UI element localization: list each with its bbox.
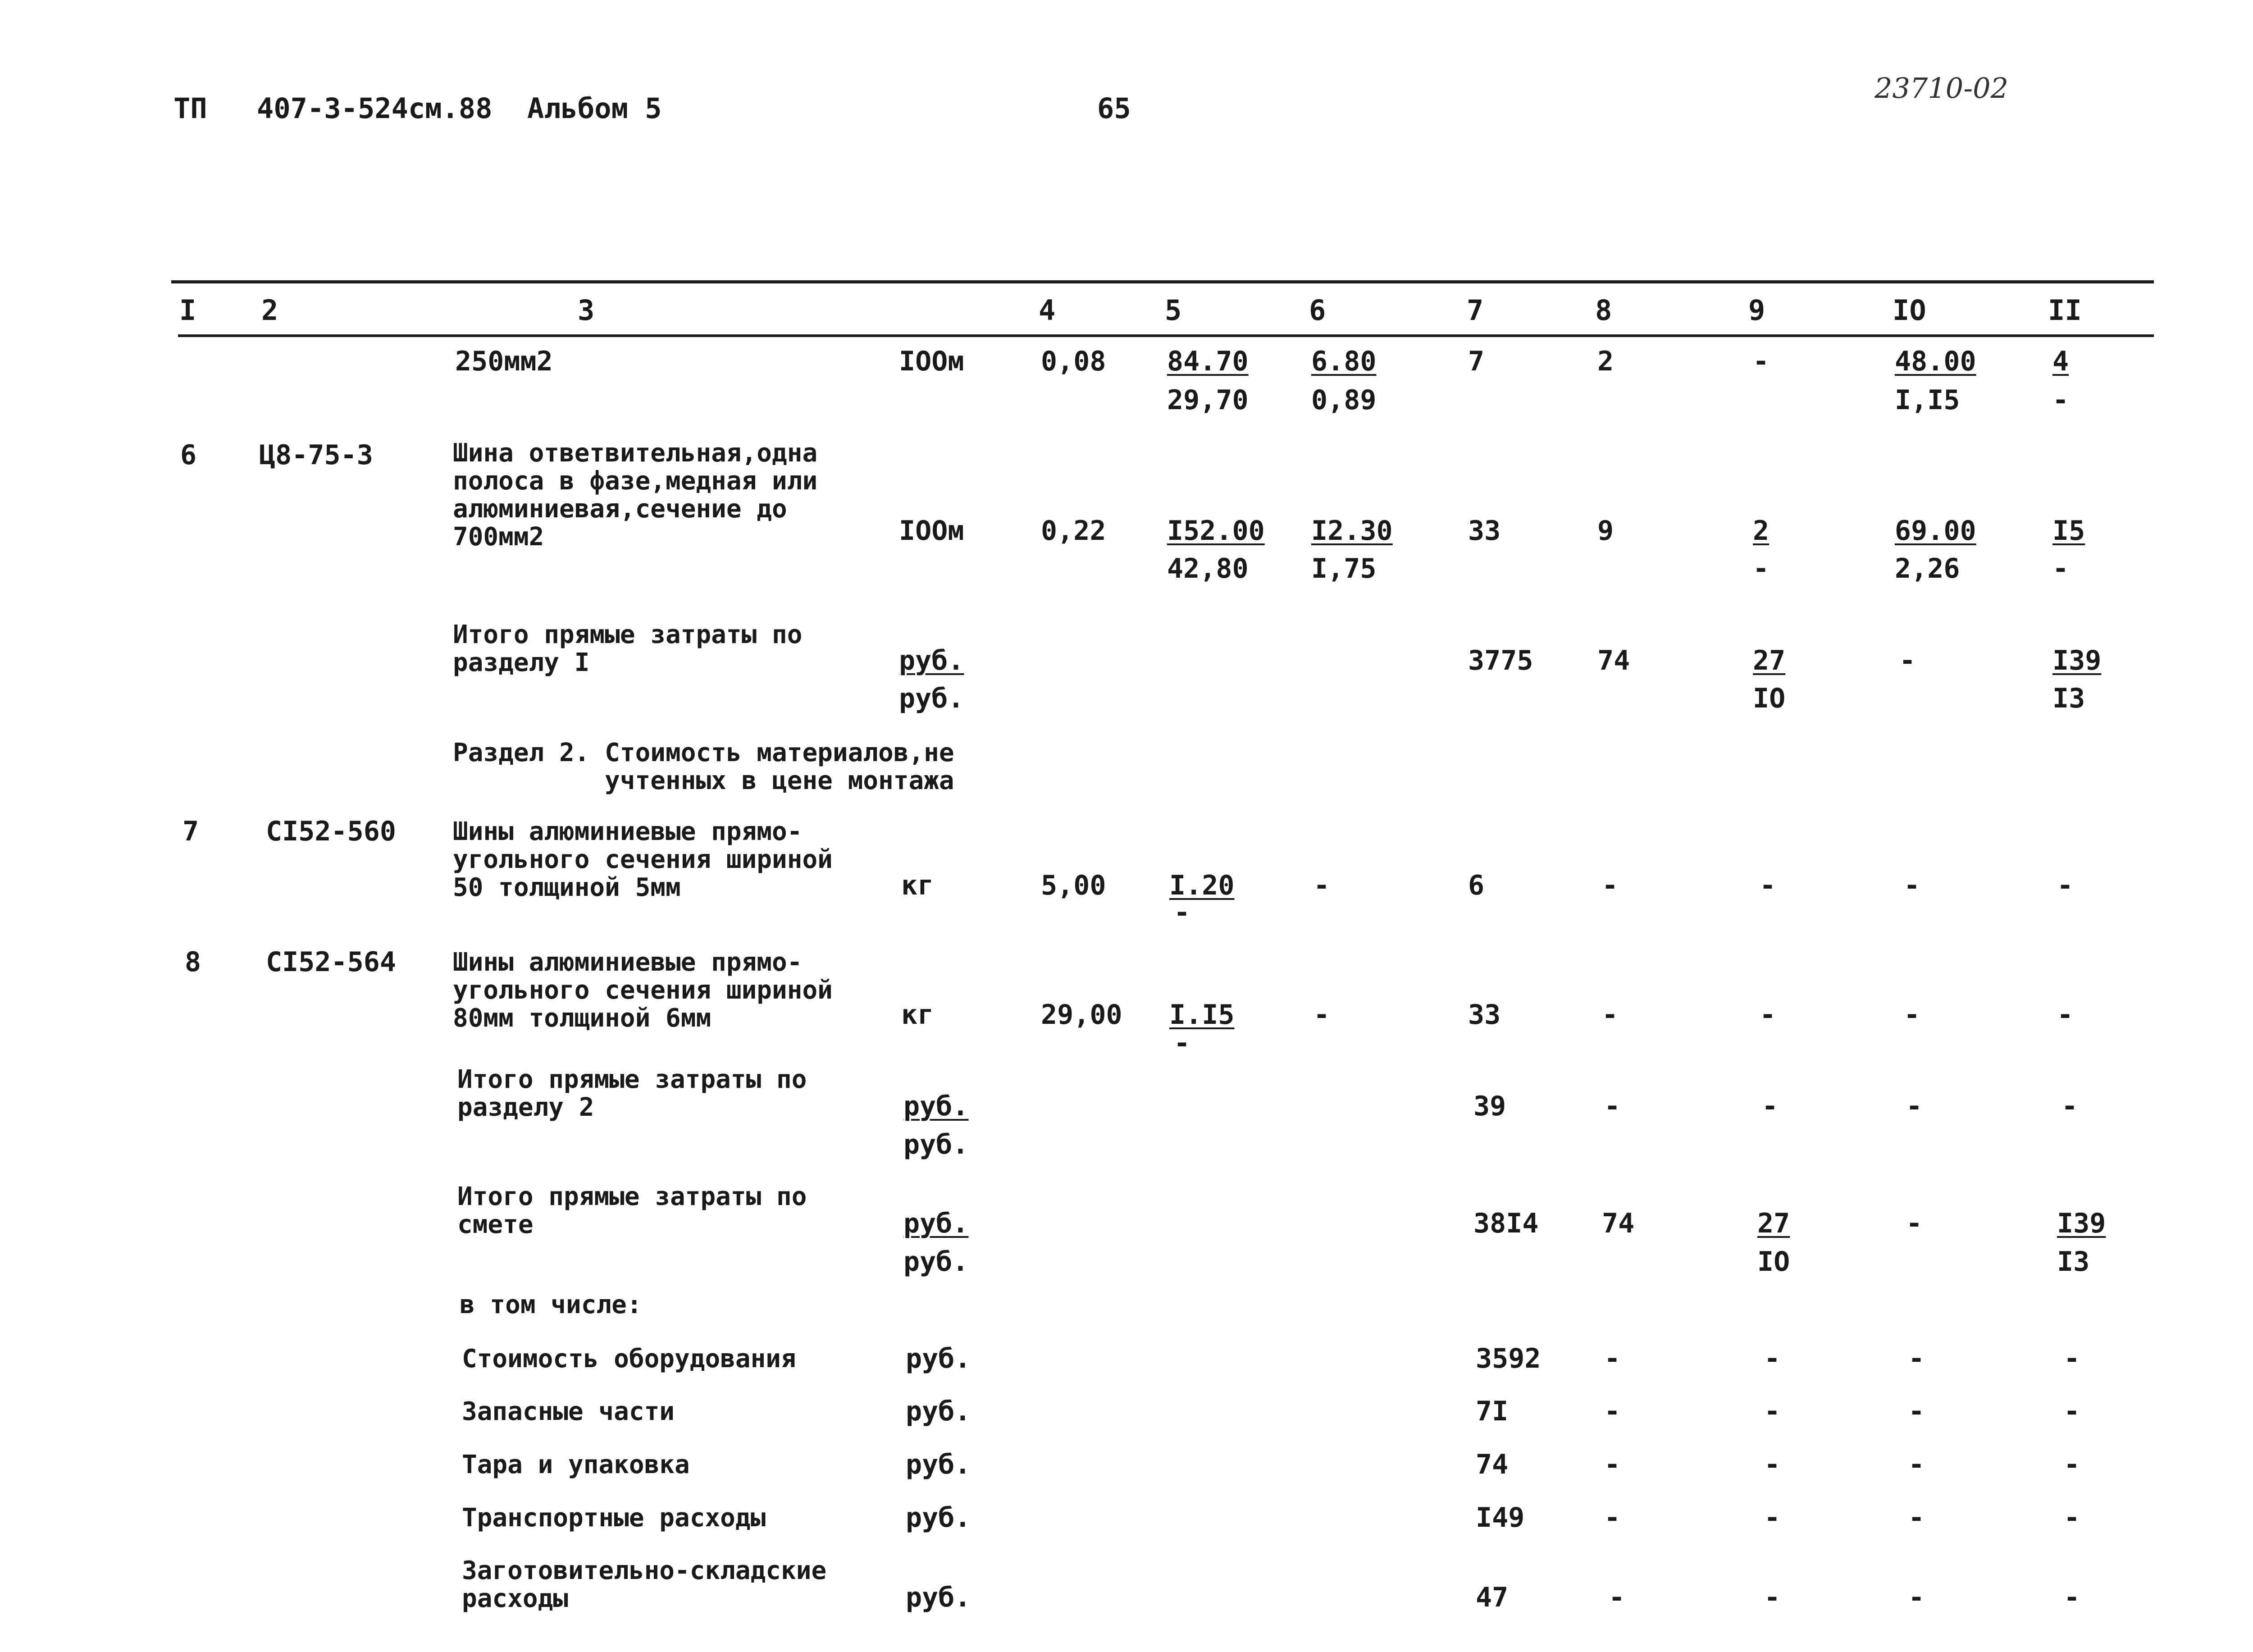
- row-number: 8: [185, 946, 201, 978]
- row-unit-bottom: руб.: [899, 683, 964, 714]
- row-col5-top: I52.00: [1167, 515, 1265, 547]
- column-header-8: 8: [1595, 294, 1612, 327]
- row-col11-bottom: -: [2052, 553, 2069, 584]
- row-col11: -: [2064, 1582, 2080, 1613]
- row-unit: IOOм: [899, 515, 964, 547]
- row-description: Шина ответвительная,одна полоса в фазе,медная или алюминиевая,сечение до 700мм2: [453, 438, 818, 552]
- row-col10: -: [1904, 870, 1920, 901]
- row-col8: -: [1602, 870, 1619, 901]
- row-col9-bottom: IO: [1753, 683, 1786, 714]
- row-col11-top: 4: [2052, 346, 2069, 377]
- row-unit: кг: [901, 870, 934, 901]
- row-col8: -: [1602, 999, 1619, 1031]
- row-col11: -: [2061, 1091, 2078, 1122]
- row-quantity: 29,00: [1041, 999, 1122, 1031]
- row-unit: IOOм: [899, 346, 964, 377]
- row-col5-top: I.20: [1169, 870, 1235, 901]
- row-col6-top: 6.80: [1311, 346, 1377, 377]
- column-header-11: II: [2048, 294, 2082, 327]
- row-col10: -: [1899, 645, 1916, 676]
- row-col7: 6: [1468, 870, 1485, 901]
- column-header-2: 2: [261, 294, 278, 327]
- row-col10: -: [1906, 1208, 1923, 1239]
- row-description: Транспортные расходы: [462, 1503, 766, 1533]
- row-col9: -: [1760, 870, 1776, 901]
- header-series: ТП: [173, 92, 207, 125]
- row-col7: 33: [1468, 999, 1501, 1031]
- row-col9: -: [1762, 1091, 1779, 1122]
- row-col10: -: [1908, 1582, 1925, 1613]
- row-unit: руб.: [906, 1396, 971, 1427]
- header-album: Альбом 5: [527, 92, 662, 125]
- row-unit: руб.: [906, 1582, 971, 1613]
- row-col6-bottom: I,75: [1311, 553, 1377, 584]
- row-description: Итого прямые затраты по разделу I: [453, 620, 803, 677]
- row-unit-bottom: руб.: [903, 1129, 969, 1160]
- row-col6-top: I2.30: [1311, 515, 1393, 547]
- row-col6: -: [1313, 999, 1330, 1031]
- row-col9: -: [1764, 1343, 1781, 1374]
- row-col9: -: [1764, 1396, 1781, 1427]
- row-code: Ц8-75-3: [259, 439, 373, 471]
- row-unit-top: руб.: [903, 1091, 969, 1122]
- page-number: 65: [1097, 92, 1131, 125]
- row-col8: 9: [1597, 515, 1614, 547]
- row-col9: -: [1753, 346, 1770, 377]
- row-col8: -: [1604, 1091, 1621, 1122]
- row-col6: -: [1313, 870, 1330, 901]
- row-col7: 7: [1468, 346, 1485, 377]
- row-col8: 74: [1602, 1208, 1635, 1239]
- row-col7: 33: [1468, 515, 1501, 547]
- row-col5-bottom: -: [1174, 897, 1190, 928]
- row-quantity: 5,00: [1041, 870, 1106, 901]
- row-unit: руб.: [906, 1343, 971, 1374]
- row-description: Итого прямые затраты по смете: [457, 1182, 807, 1239]
- row-code: СI52-560: [266, 816, 396, 847]
- row-col11-bottom: I3: [2052, 683, 2085, 714]
- inventory-number: 23710-02: [1874, 72, 2009, 105]
- row-col9-bottom: -: [1753, 553, 1770, 584]
- row-col11-top: I39: [2057, 1208, 2106, 1239]
- row-col10-top: 48.00: [1895, 346, 1976, 377]
- row-description: Итого прямые затраты по разделу 2: [457, 1065, 807, 1122]
- row-col9: -: [1760, 999, 1776, 1031]
- row-col8: -: [1604, 1343, 1621, 1374]
- row-col7: 3775: [1468, 645, 1533, 676]
- column-header-3: 3: [578, 294, 595, 327]
- row-description: Шины алюминиевые прямо- угольного сечения шириной 50 толщиной 5мм: [453, 817, 833, 902]
- column-header-6: 6: [1309, 294, 1326, 327]
- row-col10: -: [1908, 1502, 1925, 1533]
- row-col7: I49: [1476, 1502, 1525, 1533]
- row-col10: -: [1908, 1343, 1925, 1374]
- row-quantity: 0,22: [1041, 515, 1106, 547]
- row-unit-top: руб.: [903, 1208, 969, 1239]
- table-header-rule: [178, 334, 2154, 337]
- row-col5-bottom: 42,80: [1167, 553, 1249, 584]
- row-col11: -: [2057, 870, 2074, 901]
- column-header-9: 9: [1748, 294, 1765, 327]
- row-col8: -: [1604, 1449, 1621, 1480]
- row-col5-top: 84.70: [1167, 346, 1249, 377]
- row-col8: 74: [1597, 645, 1630, 676]
- row-col9-top: 27: [1757, 1208, 1790, 1239]
- row-col8: -: [1604, 1502, 1621, 1533]
- row-description: Тара и упаковка: [462, 1450, 690, 1479]
- row-col11-bottom: I3: [2057, 1246, 2090, 1278]
- row-col11: -: [2064, 1449, 2080, 1480]
- row-col9-bottom: IO: [1757, 1246, 1790, 1278]
- row-quantity: 0,08: [1041, 346, 1106, 377]
- row-col11: -: [2064, 1396, 2080, 1427]
- row-unit: руб.: [906, 1449, 971, 1480]
- row-col7: 38I4: [1473, 1208, 1539, 1239]
- row-code: СI52-564: [266, 946, 396, 978]
- row-unit-top: руб.: [899, 645, 964, 676]
- section-heading: Раздел 2. Стоимость материалов,не учтенных в цене монтажа: [453, 738, 954, 795]
- row-col8: 2: [1597, 346, 1614, 377]
- row-col10: -: [1906, 1091, 1923, 1122]
- row-col10-bottom: 2,26: [1895, 553, 1960, 584]
- row-col5-top: I.I5: [1169, 999, 1235, 1031]
- row-col7: 47: [1476, 1582, 1509, 1613]
- row-col10: -: [1904, 999, 1920, 1031]
- row-description: Запасные части: [462, 1397, 675, 1426]
- column-header-1: I: [179, 294, 196, 327]
- row-col7: 7I: [1476, 1396, 1509, 1427]
- row-col10-top: 69.00: [1895, 515, 1976, 547]
- row-description: 250мм2: [455, 346, 553, 377]
- row-col7: 39: [1473, 1091, 1506, 1122]
- column-header-10: IO: [1893, 294, 1926, 327]
- row-col9-top: 27: [1753, 645, 1786, 676]
- row-col11-bottom: -: [2052, 384, 2069, 416]
- row-col10-bottom: I,I5: [1895, 384, 1960, 416]
- row-unit: кг: [901, 999, 934, 1031]
- row-description: Шины алюминиевые прямо- угольного сечения шириной 80мм толщиной 6мм: [453, 948, 833, 1033]
- row-col9: -: [1764, 1582, 1781, 1613]
- row-col11-top: I5: [2052, 515, 2085, 547]
- row-col5-bottom: 29,70: [1167, 384, 1249, 416]
- column-header-7: 7: [1467, 294, 1484, 327]
- row-col11: -: [2064, 1343, 2080, 1374]
- row-description: Стоимость оборудования: [462, 1344, 796, 1374]
- row-unit: руб.: [906, 1502, 971, 1533]
- row-number: 6: [180, 439, 197, 471]
- header-code: 407-3-524см.88: [257, 92, 493, 125]
- row-col7: 74: [1476, 1449, 1509, 1480]
- row-col9: -: [1764, 1449, 1781, 1480]
- row-col11-top: I39: [2052, 645, 2102, 676]
- column-header-5: 5: [1165, 294, 1182, 327]
- table-top-rule: [171, 280, 2154, 283]
- row-col5-bottom: -: [1174, 1027, 1190, 1059]
- row-col6-bottom: 0,89: [1311, 384, 1377, 416]
- row-col10: -: [1908, 1449, 1925, 1480]
- row-unit-bottom: руб.: [903, 1246, 969, 1278]
- row-col8: -: [1604, 1396, 1621, 1427]
- row-col8: -: [1609, 1582, 1625, 1613]
- including-label: в том числе:: [460, 1290, 642, 1319]
- row-col10: -: [1908, 1396, 1925, 1427]
- row-col9-top: 2: [1753, 515, 1770, 547]
- column-header-4: 4: [1039, 294, 1056, 327]
- row-number: 7: [182, 816, 199, 847]
- row-col7: 3592: [1476, 1343, 1541, 1374]
- row-col9: -: [1764, 1502, 1781, 1533]
- row-col11: -: [2057, 999, 2074, 1031]
- row-col11: -: [2064, 1502, 2080, 1533]
- row-description: Заготовительно-складские расходы: [462, 1556, 827, 1613]
